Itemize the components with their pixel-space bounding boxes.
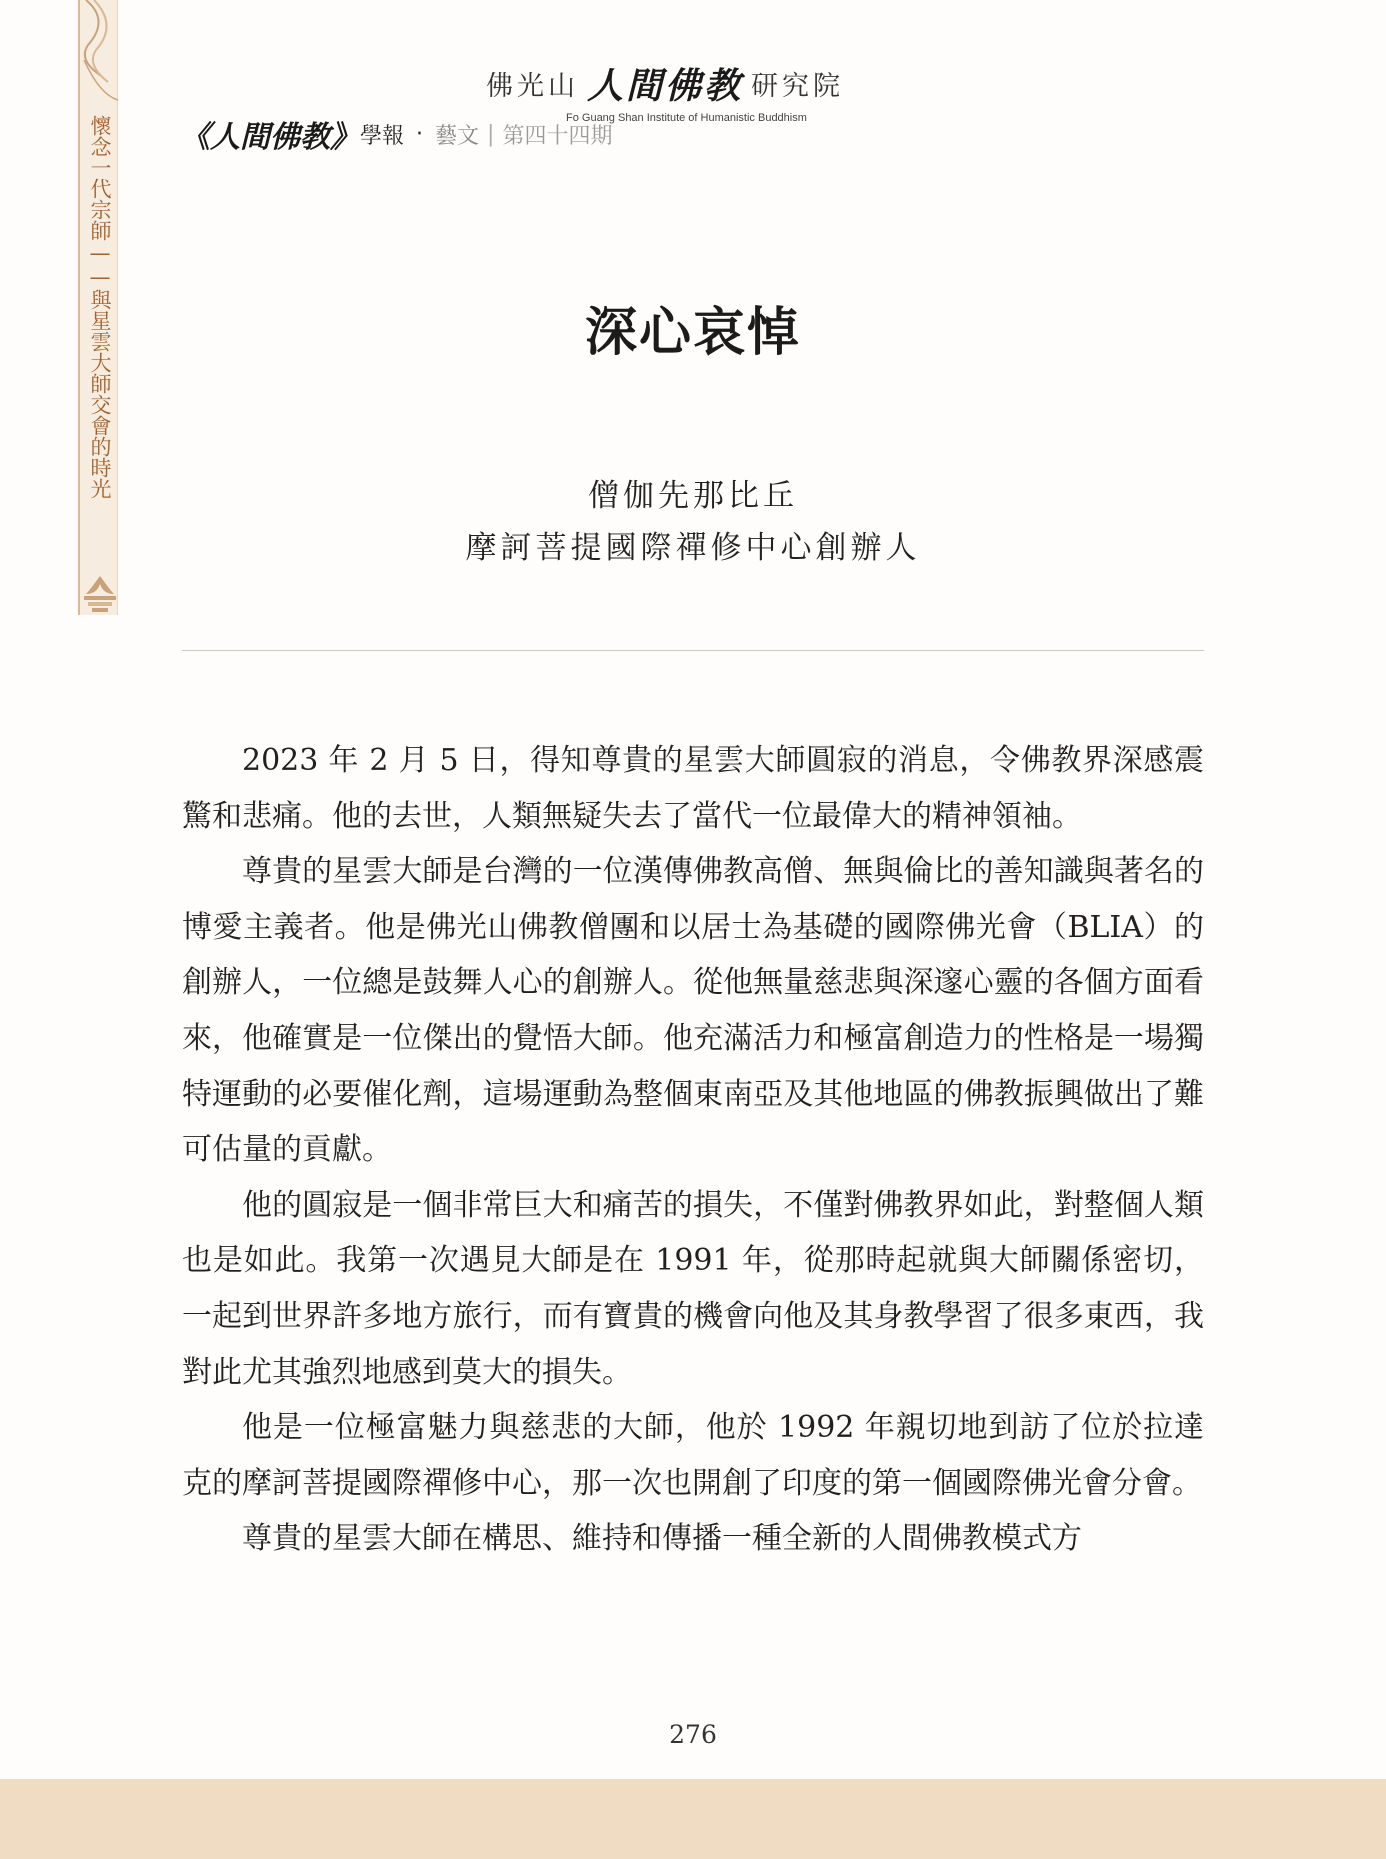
journal-issue: 第四十四期 bbox=[502, 123, 613, 149]
journal-section: 藝文 bbox=[435, 123, 480, 149]
paragraph: 尊貴的星雲大師在構思、維持和傳播一種全新的人間佛教模式方 bbox=[242, 1521, 1082, 1557]
article-title: 深心哀悼 bbox=[584, 302, 801, 363]
author-block bbox=[0, 470, 1386, 574]
lotus-icon bbox=[80, 572, 120, 615]
page-number: 276 bbox=[669, 1720, 717, 1749]
paragraph: 他是一位極富魅力與慈悲的大師，他於 1992 年親切地到訪了位於拉達克的摩訶菩提國際禪修中心，那一次也開創了印度的第一個國際佛光會分會。 bbox=[182, 1410, 1204, 1501]
author-affiliation: 摩訶菩提國際禪修中心創辦人 bbox=[465, 530, 921, 566]
ornament-icon bbox=[80, 0, 120, 110]
author-name: 僧伽先那比丘 bbox=[588, 478, 798, 514]
institute-prefix: 佛光山 bbox=[486, 70, 579, 102]
journal-header bbox=[180, 112, 612, 156]
article-body bbox=[182, 733, 1204, 1567]
paragraph: 尊貴的星雲大師是台灣的一位漢傳佛教高僧、無與倫比的善知識與著名的博愛主義者。他是佛光山佛教僧團和以居士為基礎的國際佛光會（BLIA）的創辦人，一位總是鼓舞人心的創辦人。從他無量慈悲與深邃心靈的各個方面看來，他確實是一位傑出的覺悟大師。他充滿活力和極富創造力的性格是一場獨特運動的必要催化劑，這場運動為整個東南亞及其他地區的佛教振興做出了難可估量的貢獻。 bbox=[182, 854, 1204, 1168]
institute-suffix: 研究院 bbox=[751, 70, 845, 102]
paragraph: 他的圓寂是一個非常巨大和痛苦的損失，不僅對佛教界如此，對整個人類也是如此。我第一次遇見大師是在 1991 年，從那時起就與大師關係密切，一起到世界許多地方旅行，而有寶貴的機會向他及其身教學習了很多東西，我對此尤其強烈地感到莫大的損失。 bbox=[182, 1187, 1204, 1390]
side-running-title: 懷念一代宗師——與星雲大師交會的時光 bbox=[88, 115, 112, 499]
footer-band bbox=[0, 1779, 1386, 1859]
institute-brand: 人間佛教 bbox=[587, 64, 744, 107]
journal-dot: ‧ bbox=[416, 121, 424, 147]
journal-bar: | bbox=[487, 121, 495, 147]
journal-xuebao: 學報 bbox=[360, 123, 405, 149]
paragraph: 2023 年 2 月 5 日，得知尊貴的星雲大師圓寂的消息，令佛教界深感震驚和悲痛。他的去世，人類無疑失去了當代一位最偉大的精神領袖。 bbox=[182, 743, 1204, 834]
divider bbox=[182, 650, 1204, 651]
institute-english: Fo Guang Shan Institute of Humanistic Buddhism bbox=[566, 112, 807, 124]
journal-name: 《人間佛教》 bbox=[180, 120, 360, 155]
